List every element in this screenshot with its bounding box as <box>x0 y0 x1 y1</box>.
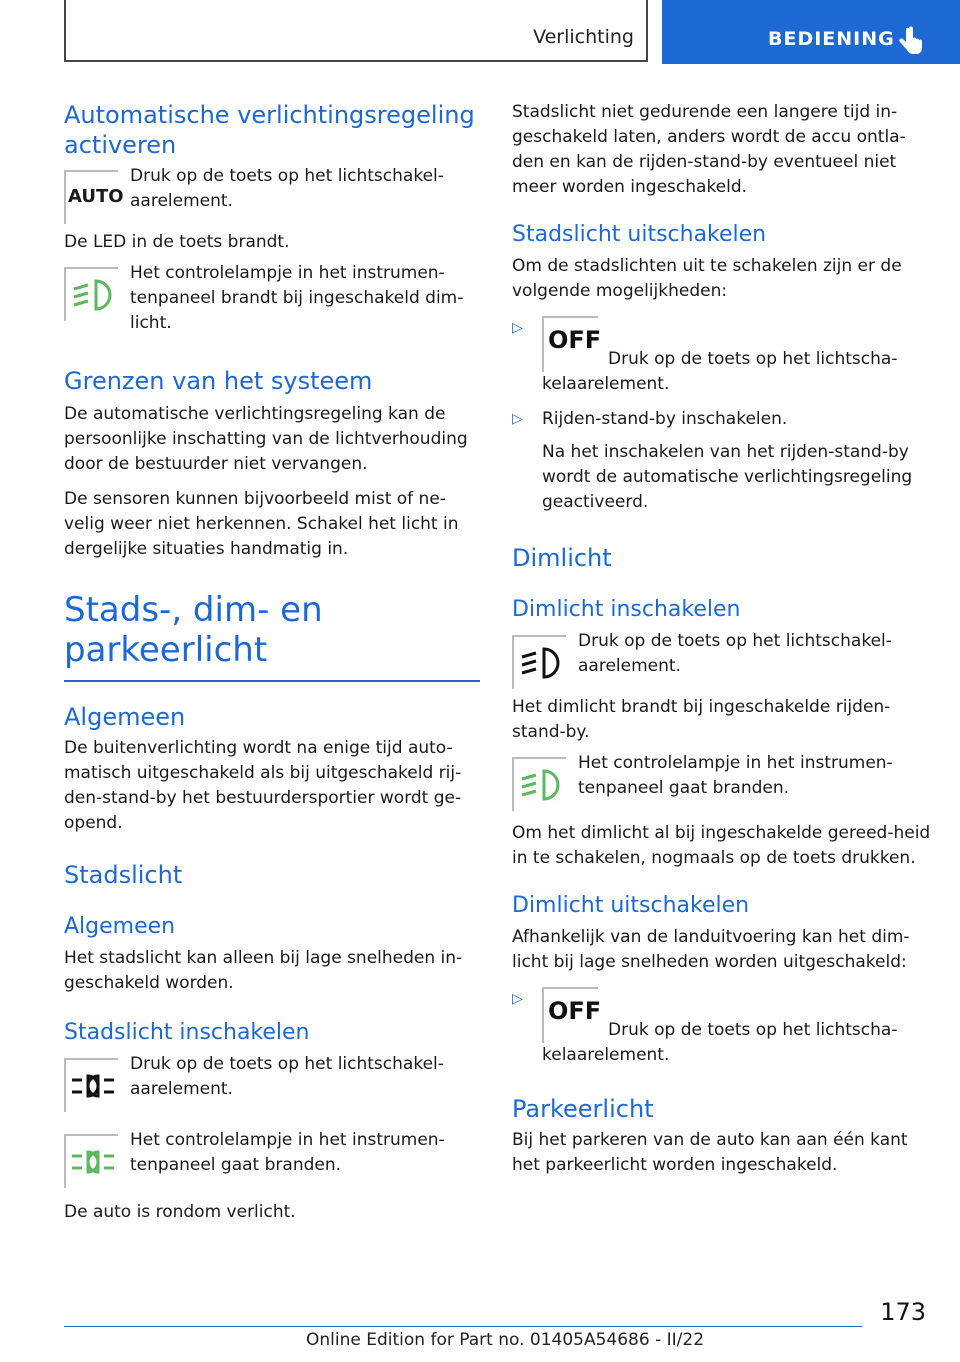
section-tab <box>64 0 648 62</box>
left-column <box>64 96 480 1225</box>
low-beam-on-step <box>512 629 932 685</box>
parking-indicator-step <box>64 1128 480 1184</box>
off-step-text: Druk op de toets op het lichtscha-kelaarelement. <box>542 349 898 394</box>
parking-indicator-text: Het controlelampje in het instrumen-tenpaneel gaat branden. <box>130 1130 445 1175</box>
parking-general-text: Het stadslicht kan alleen bij lage snelheden in-geschakeld worden. <box>64 948 463 993</box>
off-button-icon <box>542 316 602 372</box>
heading-low-beam-on: Dimlicht inschakelen <box>512 597 741 622</box>
list-item <box>512 316 932 397</box>
chapter-tab <box>662 0 960 64</box>
off-button-label: OFF <box>548 997 602 1025</box>
ready-step-text: Rijden-stand-by inschakelen. <box>542 409 788 429</box>
parking-off-text: Om de stadslichten uit te schakelen zijn er de volgende mogelijkheden: <box>512 256 902 301</box>
footer-rule <box>64 1326 862 1327</box>
chapter-heading: Stads-, dim- en parkeerlicht <box>64 590 323 670</box>
indicator-text: Het controlelampje in het instrumen-tenpaneel brandt bij ingeschakeld dim-licht. <box>130 263 464 333</box>
parking-indicator-icon <box>64 1134 118 1188</box>
limits-p1: De automatische verlichtingsregeling kan de persoonlijke inschatting van de lichtverhouding door de bestuurder niet vervangen. <box>64 404 468 474</box>
auto-step-text: Druk op de toets op het lichtschakel-aarelement. <box>130 166 444 211</box>
heading-low-beam: Dimlicht <box>512 544 612 572</box>
off-step-text: Druk op de toets op het lichtscha-kelaarelement. <box>542 1020 898 1065</box>
list-item <box>512 407 932 515</box>
heading-general: Algemeen <box>64 703 186 731</box>
low-beam-again-text: Om het dimlicht al bij ingeschakelde gereed-heid in te schakelen, nogmaals op de toets drukken. <box>512 823 931 868</box>
parking-side-text: Bij het parkeren van de auto kan aan één kant het parkeerlicht worden ingeschakeld. <box>512 1130 908 1175</box>
low-beam-ready-text: Het dimlicht brandt bij ingeschakelde rijden-stand-by. <box>512 697 891 742</box>
heading-auto-activate: Automatische verlichtingsregeling activeren <box>64 101 475 159</box>
bullet-triangle-icon: ▷ <box>512 320 523 336</box>
off-button-label: OFF <box>548 326 602 354</box>
low-beam-button-icon <box>512 635 566 689</box>
heading-limits: Grenzen van het systeem <box>64 367 373 395</box>
heading-parking-on: Stadslicht inschakelen <box>64 1020 310 1045</box>
low-beam-off-text: Afhankelijk van de landuitvoering kan het dim-licht bij lage snelheden worden uitgeschakeld: <box>512 927 910 972</box>
heading-parking-light-side: Parkeerlicht <box>512 1095 654 1123</box>
ready-step-detail: Na het inschakelen van het rijden-stand-by wordt de automatische verlichtingsregeling geactiveerd. <box>542 442 913 512</box>
bullet-triangle-icon: ▷ <box>512 991 523 1007</box>
parking-off-list <box>512 316 932 515</box>
auto-step <box>64 164 480 220</box>
parking-on-step <box>64 1052 480 1108</box>
general-text: De buitenverlichting wordt na enige tijd auto-matisch uitgeschakeld als bij uitgeschakeld rij-den-stand-by het bestuurdersportier wordt ge-opend. <box>64 738 462 833</box>
chapter-title: BEDIENING <box>768 28 895 50</box>
low-beam-indicator-icon <box>512 757 566 811</box>
low-beam-indicator-text: Het controlelampje in het instrumen-tenpaneel gaat branden. <box>578 753 893 798</box>
parking-light-button-icon <box>64 1058 118 1112</box>
heading-low-beam-off: Dimlicht uitschakelen <box>512 893 750 918</box>
parking-on-text: Druk op de toets op het lichtschakel-aarelement. <box>130 1054 444 1099</box>
low-beam-on-text: Druk op de toets op het lichtschakel-aarelement. <box>578 631 892 676</box>
heading-parking-light: Stadslicht <box>64 861 183 889</box>
list-item <box>512 987 932 1068</box>
low-beam-off-list <box>512 987 932 1068</box>
battery-warning: Stadslicht niet gedurende een langere tijd in-geschakeld laten, anders wordt de accu ontla-den en kan de rijden-stand-by eventueel niet meer worden ingeschakeld. <box>512 102 906 197</box>
footer-edition: Online Edition for Part no. 01405A54686 - II/22 <box>306 1330 705 1350</box>
surround-text: De auto is rondom verlicht. <box>64 1202 296 1222</box>
heading-parking-general: Algemeen <box>64 914 176 939</box>
right-column <box>512 96 932 1178</box>
section-title: Verlichting <box>533 26 634 48</box>
off-button-icon <box>542 987 602 1043</box>
led-text: De LED in de toets brandt. <box>64 232 290 252</box>
heading-parking-off: Stadslicht uitschakelen <box>512 222 767 247</box>
bullet-triangle-icon: ▷ <box>512 411 523 427</box>
lowbeam-indicator-step <box>64 261 480 336</box>
lowbeam-indicator-icon <box>64 267 118 321</box>
low-beam-indicator-step <box>512 751 932 807</box>
limits-p2: De sensoren kunnen bijvoorbeeld mist of ne-velig weer niet herkennen. Schakel het licht in dergelijke situaties handmatig in. <box>64 489 459 559</box>
auto-button-icon <box>64 170 124 224</box>
page-header <box>0 0 960 66</box>
auto-button-label: AUTO <box>68 186 124 207</box>
chapter-rule <box>64 680 480 682</box>
hand-pointer-icon <box>898 26 924 56</box>
page-number: 173 <box>880 1298 926 1326</box>
